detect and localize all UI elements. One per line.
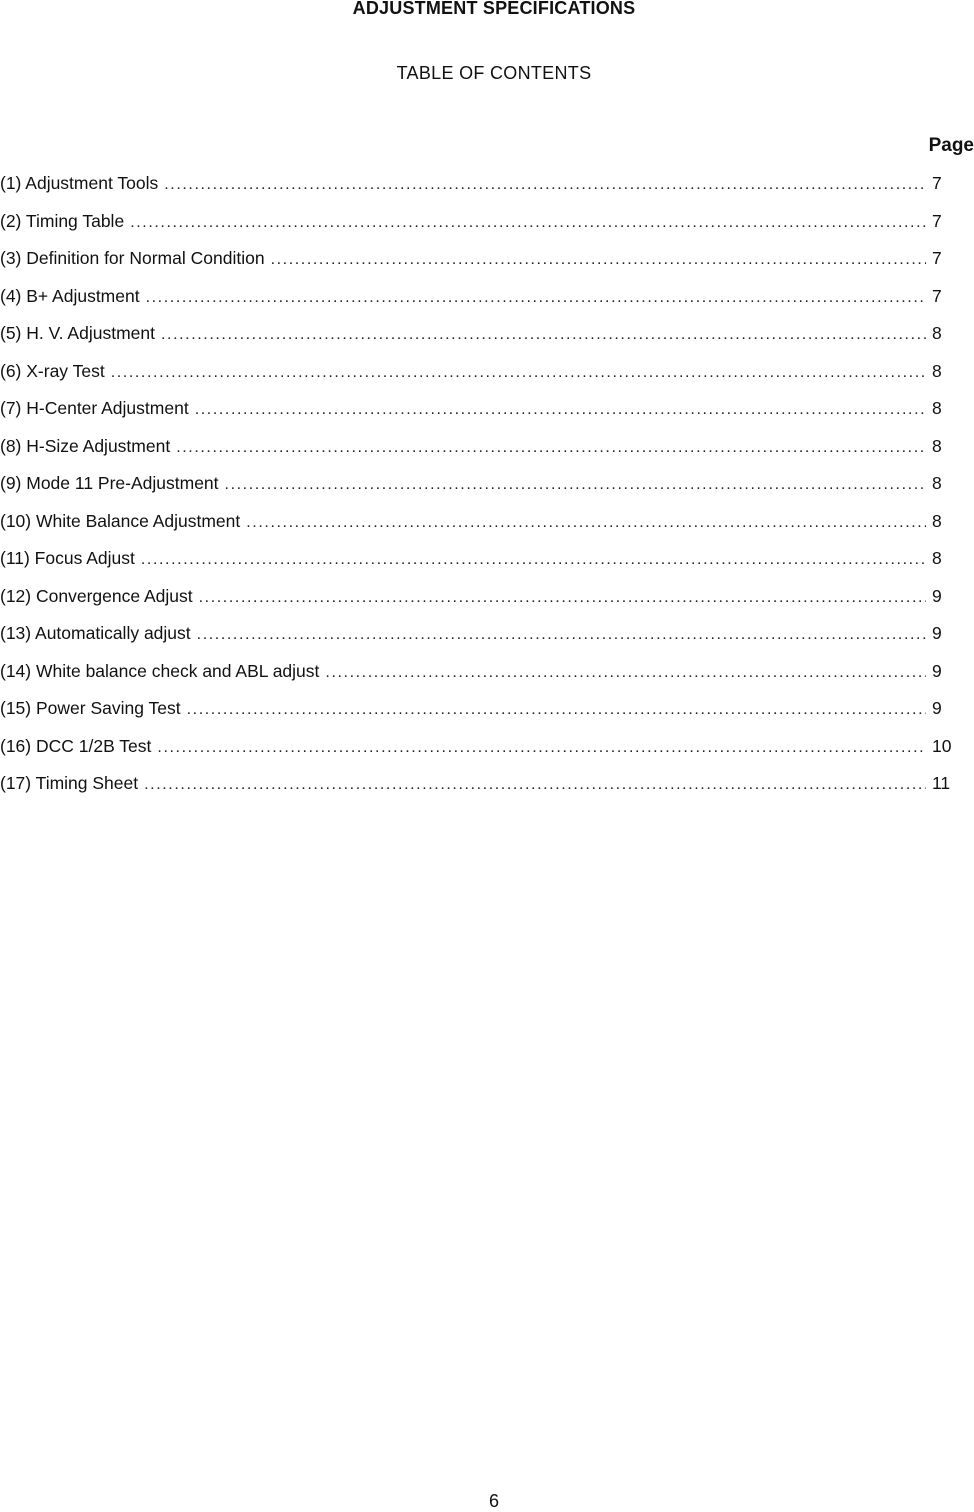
toc-entry-page: 8 [932,435,942,456]
toc-entry-label: (8) H-Size Adjustment [0,435,171,456]
toc-entry-adjustment-tools[interactable] [0,172,954,210]
page-column-heading: Page [928,135,974,156]
toc-entry-label: (9) Mode 11 Pre-Adjustment [0,473,219,493]
toc-entry-page: 8 [932,398,942,418]
toc-entry-label: (15) Power Saving Test [0,698,181,718]
toc-dot-leader [197,624,926,646]
toc-entry-page: 8 [932,473,942,493]
toc-entry-white-balance-adjustment[interactable] [0,510,954,548]
toc-entry-label: (5) H. V. Adjustment [0,323,155,343]
toc-entry-hv-adjustment[interactable] [0,322,954,360]
toc-list [0,172,954,810]
toc-dot-leader [164,174,926,196]
toc-entry-timing-sheet[interactable] [0,772,954,810]
toc-heading: TABLE OF CONTENTS [396,63,592,83]
toc-dot-leader [144,774,926,796]
toc-entry-b-plus-adjustment[interactable] [0,285,954,323]
toc-entry-page: 9 [932,660,942,681]
toc-entry-page: 8 [932,548,942,568]
toc-entry-page: 7 [932,285,942,306]
document-title: ADJUSTMENT SPECIFICATIONS [352,0,636,18]
toc-entry-focus-adjust[interactable] [0,547,954,585]
toc-entry-label: (1) Adjustment Tools [0,173,159,193]
toc-dot-leader [146,287,926,309]
toc-entry-mode-11-pre-adjustment[interactable] [0,472,954,510]
toc-entry-label: (17) Timing Sheet [0,773,139,793]
toc-entry-page: 9 [932,698,942,718]
toc-entry-h-center-adjustment[interactable] [0,397,954,435]
toc-entry-page: 8 [932,323,942,343]
toc-entry-normal-condition[interactable] [0,247,954,285]
toc-dot-leader [246,512,926,534]
toc-dot-leader [130,212,926,234]
toc-entry-page: 11 [932,773,951,793]
toc-entry-page: 7 [932,173,942,193]
toc-entry-convergence-adjust[interactable] [0,585,954,623]
toc-entry-label: (6) X-ray Test [0,360,105,381]
toc-entry-label: (14) White balance check and ABL adjust [0,660,320,681]
toc-dot-leader [161,324,926,346]
toc-dot-leader [199,587,926,609]
toc-dot-leader [195,399,926,421]
toc-entry-timing-table[interactable] [0,210,954,248]
toc-entry-page: 7 [932,248,942,268]
toc-entry-label: (16) DCC 1/2B Test [0,735,152,756]
toc-entry-label: (3) Definition for Normal Condition [0,248,265,268]
toc-entry-label: (4) B+ Adjustment [0,285,140,306]
toc-entry-page: 8 [932,360,942,381]
toc-entry-label: (12) Convergence Adjust [0,585,193,606]
toc-dot-leader [157,737,926,759]
toc-entry-page: 7 [932,210,942,231]
toc-entry-dcc-test[interactable] [0,735,954,773]
toc-entry-xray-test[interactable] [0,360,954,398]
toc-dot-leader [141,549,926,571]
toc-dot-leader [176,437,926,459]
toc-entry-label: (13) Automatically adjust [0,623,191,643]
toc-entry-page: 10 [932,735,952,756]
toc-entry-label: (10) White Balance Adjustment [0,510,241,531]
toc-entry-automatically-adjust[interactable] [0,622,954,660]
toc-entry-label: (11) Focus Adjust [0,548,135,568]
page-number: 6 [488,1491,499,1511]
toc-entry-h-size-adjustment[interactable] [0,435,954,473]
toc-dot-leader [271,249,926,271]
toc-dot-leader [325,662,926,684]
toc-entry-white-balance-abl[interactable] [0,660,954,698]
toc-entry-label: (7) H-Center Adjustment [0,398,189,418]
toc-dot-leader [187,699,926,721]
toc-dot-leader [225,474,926,496]
toc-entry-page: 8 [932,510,942,531]
toc-entry-label: (2) Timing Table [0,210,125,231]
toc-entry-page: 9 [932,585,942,606]
toc-dot-leader [111,362,926,384]
toc-entry-page: 9 [932,623,942,643]
toc-entry-power-saving-test[interactable] [0,697,954,735]
